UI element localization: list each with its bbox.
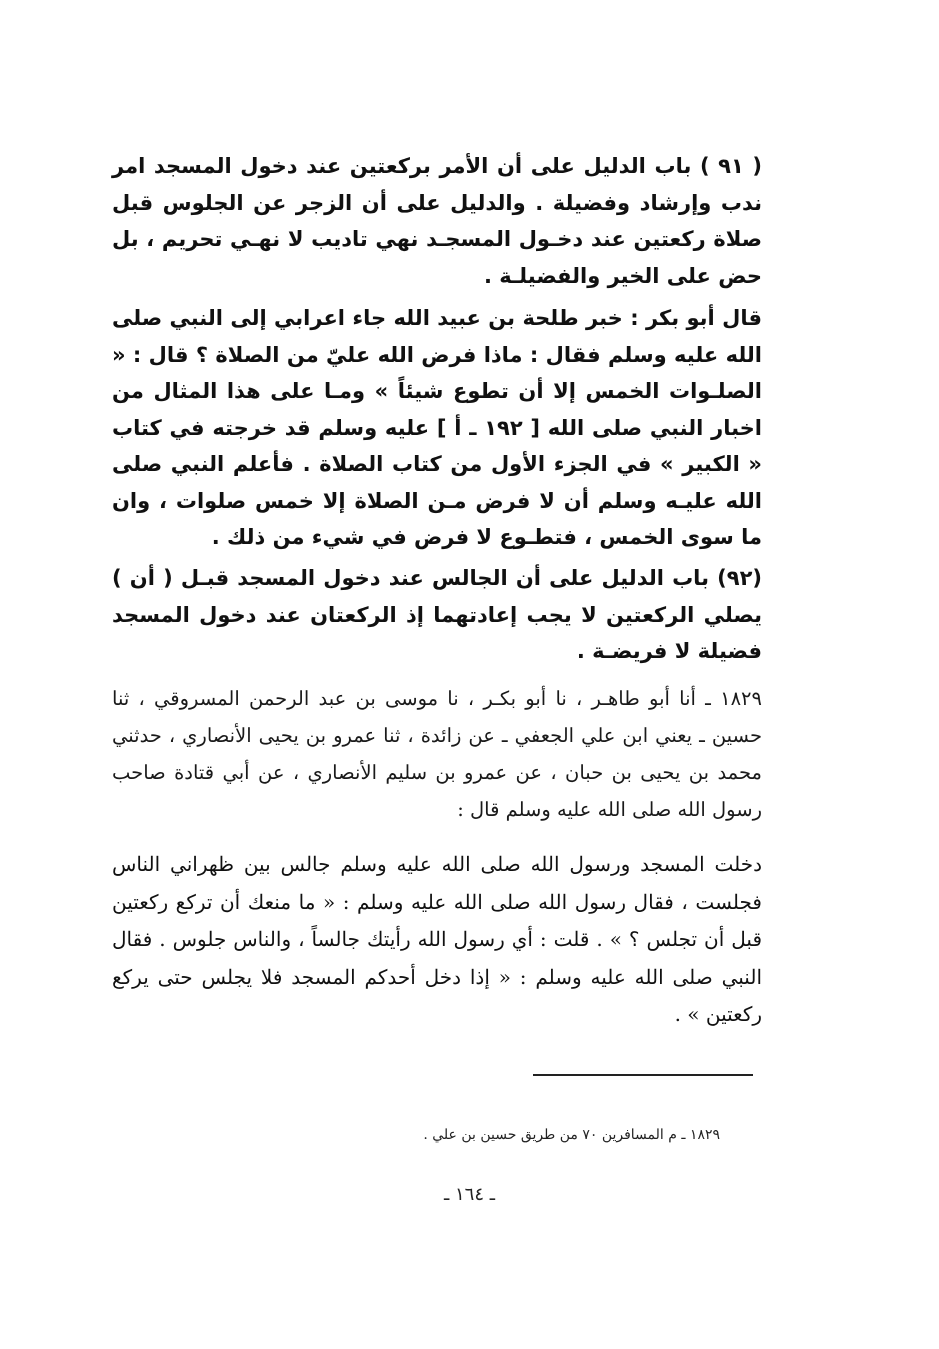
- hadith-1829-text: دخلت المسجد ورسول الله صلى الله عليه وسلم جالس بين ظهراني الناس فجلست ، فقال رسول الله صلى الله عليه وسلم : « ما منعك أن تركع ركعتين قبل أن تجلس ؟ » . قلت : أي رسول الله رأيتك جالساً ، والناس جلوس . فقال النبي صلى الله عليه وسلم : « إذا دخل أحدكم المسجد فلا يجلس حتى يركع ركعتين » .: [112, 852, 762, 1026]
- hadith-1829-chain: ١٨٢٩ ـ أنا أبو طاهـر ، نا أبو بكـر ، نا موسى بن عبد الرحمن المسروقي ، ثنا حسين ـ يعني ابن علي الجعفي ـ عن زائدة ، ثنا عمرو بن يحيى الأنصاري ، حدثني محمد بن يحيى بن حبان ، عن عمرو بن سليم الأنصاري ، عن أبي قتادة صاحب رسول الله صلى الله عليه وسلم قال :: [112, 687, 762, 821]
- chapter-91-heading: ( ٩١ ) باب الدليل على أن الأمر بركعتين عند دخول المسجد امر ندب وإرشاد وفضيلة . والدليل على أن الزجر عن الجلوس قبل صلاة ركعتين عند دخـول المسجـد نهي تاديب لا نهـي تحريم ، بل حض على الخير والفضيلـة .: [112, 154, 762, 288]
- footnote-1829: ١٨٢٩ ـ م المسافرين ٧٠ من طريق حسين بن علي .: [423, 1127, 720, 1143]
- abu-bakr-commentary: قال أبو بكر : خبر طلحة بن عبيد الله جاء اعرابي إلى النبي صلى الله عليه وسلم فقال : ماذا فرض الله عليّ من الصلاة ؟ قال : « الصلـوات الخمس إلا أن تطوع شيئاً » ومـا على هذا المثال من اخبار النبي صلى الله [ ١٩٢ ـ أ ] عليه وسلم قد خرجته في كتاب « الكبير » في الجزء الأول من كتاب الصلاة . فأعلم النبي صلى الله عليـه وسلم أن لا فرض مـن الصلاة إلا خمس صلوات ، وان ما سوى الخمس ، فتطـوع لا فرض في شيء من ذلك .: [112, 306, 762, 549]
- footnote-divider: [533, 1074, 753, 1076]
- chapter-92-heading: (٩٢) باب الدليل على أن الجالس عند دخول المسجد قبـل ( أن ) يصلي الركعتين لا يجب إعادتهما إذ الركعتان عند دخول المسجد فضيلة لا فريضـة .: [112, 566, 762, 663]
- page-number: ـ ١٦٤ ـ: [443, 1184, 495, 1205]
